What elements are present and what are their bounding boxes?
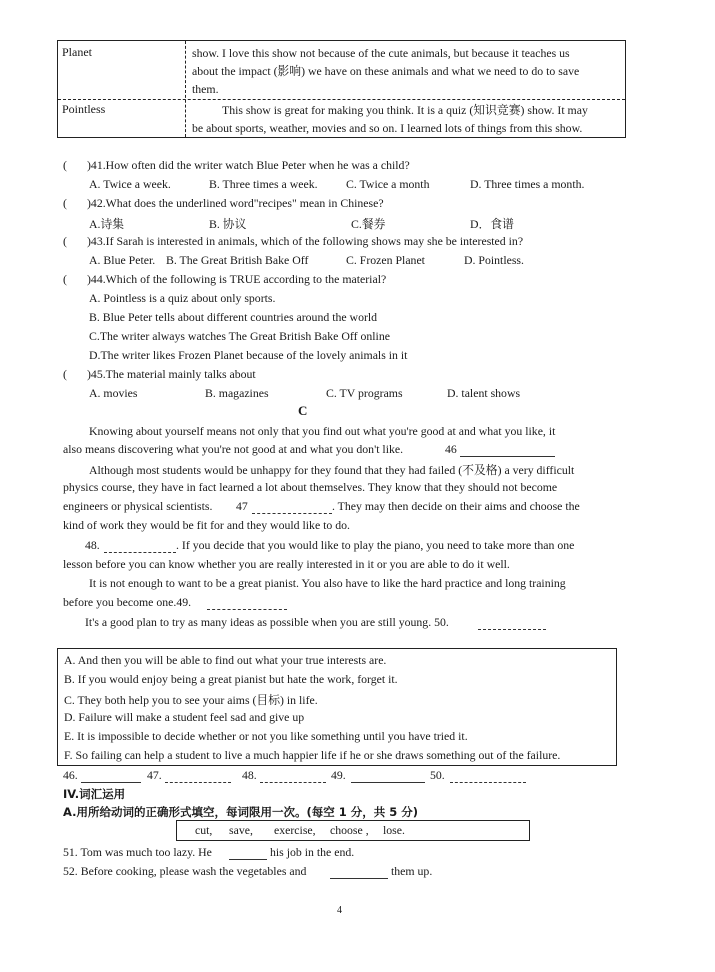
option-c[interactable]: C.The writer always watches The Great British Bake Off online — [89, 329, 390, 343]
sentence-option: F. So failing can help a student to live a much happier life if he or she draws something out of the failure. — [64, 748, 561, 762]
answer-paren[interactable]: ( — [63, 158, 67, 172]
option-b[interactable]: B. magazines — [205, 386, 269, 400]
shows-table — [57, 40, 626, 138]
blank-46[interactable] — [460, 445, 555, 457]
option-b[interactable]: B. 协议 — [209, 217, 247, 231]
passage-line: kind of work they would be fit for and they would like to do. — [63, 518, 351, 532]
item-text: them up. — [391, 864, 433, 878]
passage-line: It's a good plan to try as many ideas as possible when you are still young. 50. — [85, 615, 449, 629]
answer-label: 48. — [242, 768, 257, 782]
item-blank-52[interactable] — [330, 867, 388, 879]
option-b[interactable]: B. The Great British Bake Off — [166, 253, 309, 267]
option-a[interactable]: A.诗集 — [89, 217, 125, 231]
passage-line: Although most students would be unhappy for they found that they had failed (不及格) a very difficult — [89, 463, 575, 477]
sentence-option: D. Failure will make a student feel sad and give up — [64, 710, 305, 724]
option-d[interactable]: D. Three times a month. — [470, 177, 585, 191]
option-c[interactable]: C. Frozen Planet — [346, 253, 425, 267]
question-stem: )42.What does the underlined word"recipes" mean in Chinese? — [87, 196, 384, 210]
blank-49[interactable] — [207, 598, 287, 610]
passage-line: engineers or physical scientists. — [63, 499, 213, 513]
answer-blank-49[interactable] — [351, 771, 425, 783]
option-a[interactable]: A. Twice a week. — [89, 177, 171, 191]
passage-line: Knowing about yourself means not only that you find out what you're good at and what you like, it — [89, 424, 556, 438]
option-b[interactable]: B. Blue Peter tells about different countries around the world — [89, 310, 378, 324]
answer-label: 47. — [147, 768, 162, 782]
item-blank-51[interactable] — [229, 848, 267, 860]
answer-blank-46[interactable] — [81, 771, 141, 783]
blank-50[interactable] — [478, 618, 546, 630]
question-stem: )43.If Sarah is interested in animals, which of the following shows may she be interested in? — [87, 234, 524, 248]
answer-blank-48[interactable] — [260, 771, 326, 783]
word-bank-item: exercise, — [274, 823, 316, 837]
word-bank-item: cut, — [195, 823, 213, 837]
sentence-option: A. And then you will be able to find out what your true interests are. — [64, 653, 387, 667]
section-heading: C — [298, 403, 308, 418]
item-text: his job in the end. — [270, 845, 355, 859]
option-d[interactable]: D. Pointless. — [464, 253, 524, 267]
passage-line: . They may then decide on their aims and choose the — [332, 499, 580, 513]
passage-line: . If you decide that you would like to play the piano, you need to take more than one — [176, 538, 575, 552]
section-iv-heading: IV.词汇运用 — [63, 787, 126, 801]
blank-label-46: 46 — [445, 442, 457, 456]
sentence-option: B. If you would enjoy being a great pianist but hate the work, forget it. — [64, 672, 398, 686]
sentence-options-box — [57, 648, 617, 766]
answer-paren[interactable]: ( — [63, 234, 67, 248]
passage-line: physics course, they have in fact learned a lot about themselves. They know that they should not become — [63, 480, 558, 494]
passage-line: before you become one.49. — [63, 595, 192, 609]
answer-paren[interactable]: ( — [63, 196, 67, 210]
table-row-text: show. I love this show not because of the cute animals, but because it teaches us about the impact (影响) we have on these animals and what we need to do to save them. — [192, 46, 580, 96]
answer-label: 50. — [430, 768, 445, 782]
word-bank-item: save, — [229, 823, 253, 837]
question-stem: )44.Which of the following is TRUE according to the material? — [87, 272, 387, 286]
page-number: 4 — [337, 905, 342, 916]
passage-line: also means discovering what you're not good at and what you don't like. — [63, 442, 404, 456]
option-a[interactable]: A. Blue Peter. — [89, 253, 156, 267]
question-stem: )41.How often did the writer watch Blue Peter when he was a child? — [87, 158, 410, 172]
option-c[interactable]: C. Twice a month — [346, 177, 430, 191]
sentence-option: E. It is impossible to decide whether or not you like something until you have tried it. — [64, 729, 468, 743]
blank-48[interactable] — [104, 541, 176, 553]
option-b[interactable]: B. Three times a week. — [209, 177, 318, 191]
word-bank-box — [176, 820, 530, 841]
table-row-text: This show is great for making you think. It is a quiz (知识竞赛) show. It may be about sports, weather, movies and so on. I learned lots of things from this show. — [192, 103, 588, 135]
passage-line: lesson before you can know whether you are really interested in it or you are able to do it well. — [63, 557, 510, 571]
option-c[interactable]: C. TV programs — [326, 386, 403, 400]
item-text: 51. Tom was much too lazy. He — [63, 845, 212, 859]
table-row-name: Planet — [62, 45, 92, 59]
sentence-option: C. They both help you to see your aims (目标) in life. — [64, 693, 318, 707]
option-d[interactable]: D. talent shows — [447, 386, 521, 400]
word-bank-item: choose , — [330, 823, 369, 837]
item-text: 52. Before cooking, please wash the vegetables and — [63, 864, 307, 878]
blank-label-47: 47 — [236, 499, 248, 513]
answer-paren[interactable]: ( — [63, 367, 67, 381]
table-row-name: Pointless — [62, 102, 106, 116]
option-a[interactable]: A. Pointless is a quiz about only sports. — [89, 291, 276, 305]
question-stem: )45.The material mainly talks about — [87, 367, 256, 381]
table-row-divider — [58, 99, 625, 100]
option-c[interactable]: C.餐券 — [351, 217, 386, 231]
answer-label: 46. — [63, 768, 78, 782]
answer-paren[interactable]: ( — [63, 272, 67, 286]
passage-line: It is not enough to want to be a great pianist. You also have to like the hard practice and long training — [89, 576, 566, 590]
table-column-divider — [185, 41, 186, 137]
part-a-instructions: A.用所给动词的正确形式填空，每词限用一次。(每空 1 分，共 5 分) — [63, 805, 419, 819]
blank-label-48: 48. — [85, 538, 100, 552]
answer-blank-47[interactable] — [165, 771, 231, 783]
option-d[interactable]: D.The writer likes Frozen Planet because of the lovely animals in it — [89, 348, 408, 362]
blank-47[interactable] — [252, 502, 332, 514]
answer-label: 49. — [331, 768, 346, 782]
word-bank-item: lose. — [383, 823, 405, 837]
answer-blank-50[interactable] — [450, 771, 526, 783]
option-a[interactable]: A. movies — [89, 386, 138, 400]
option-d[interactable]: D．食谱 — [470, 217, 514, 231]
